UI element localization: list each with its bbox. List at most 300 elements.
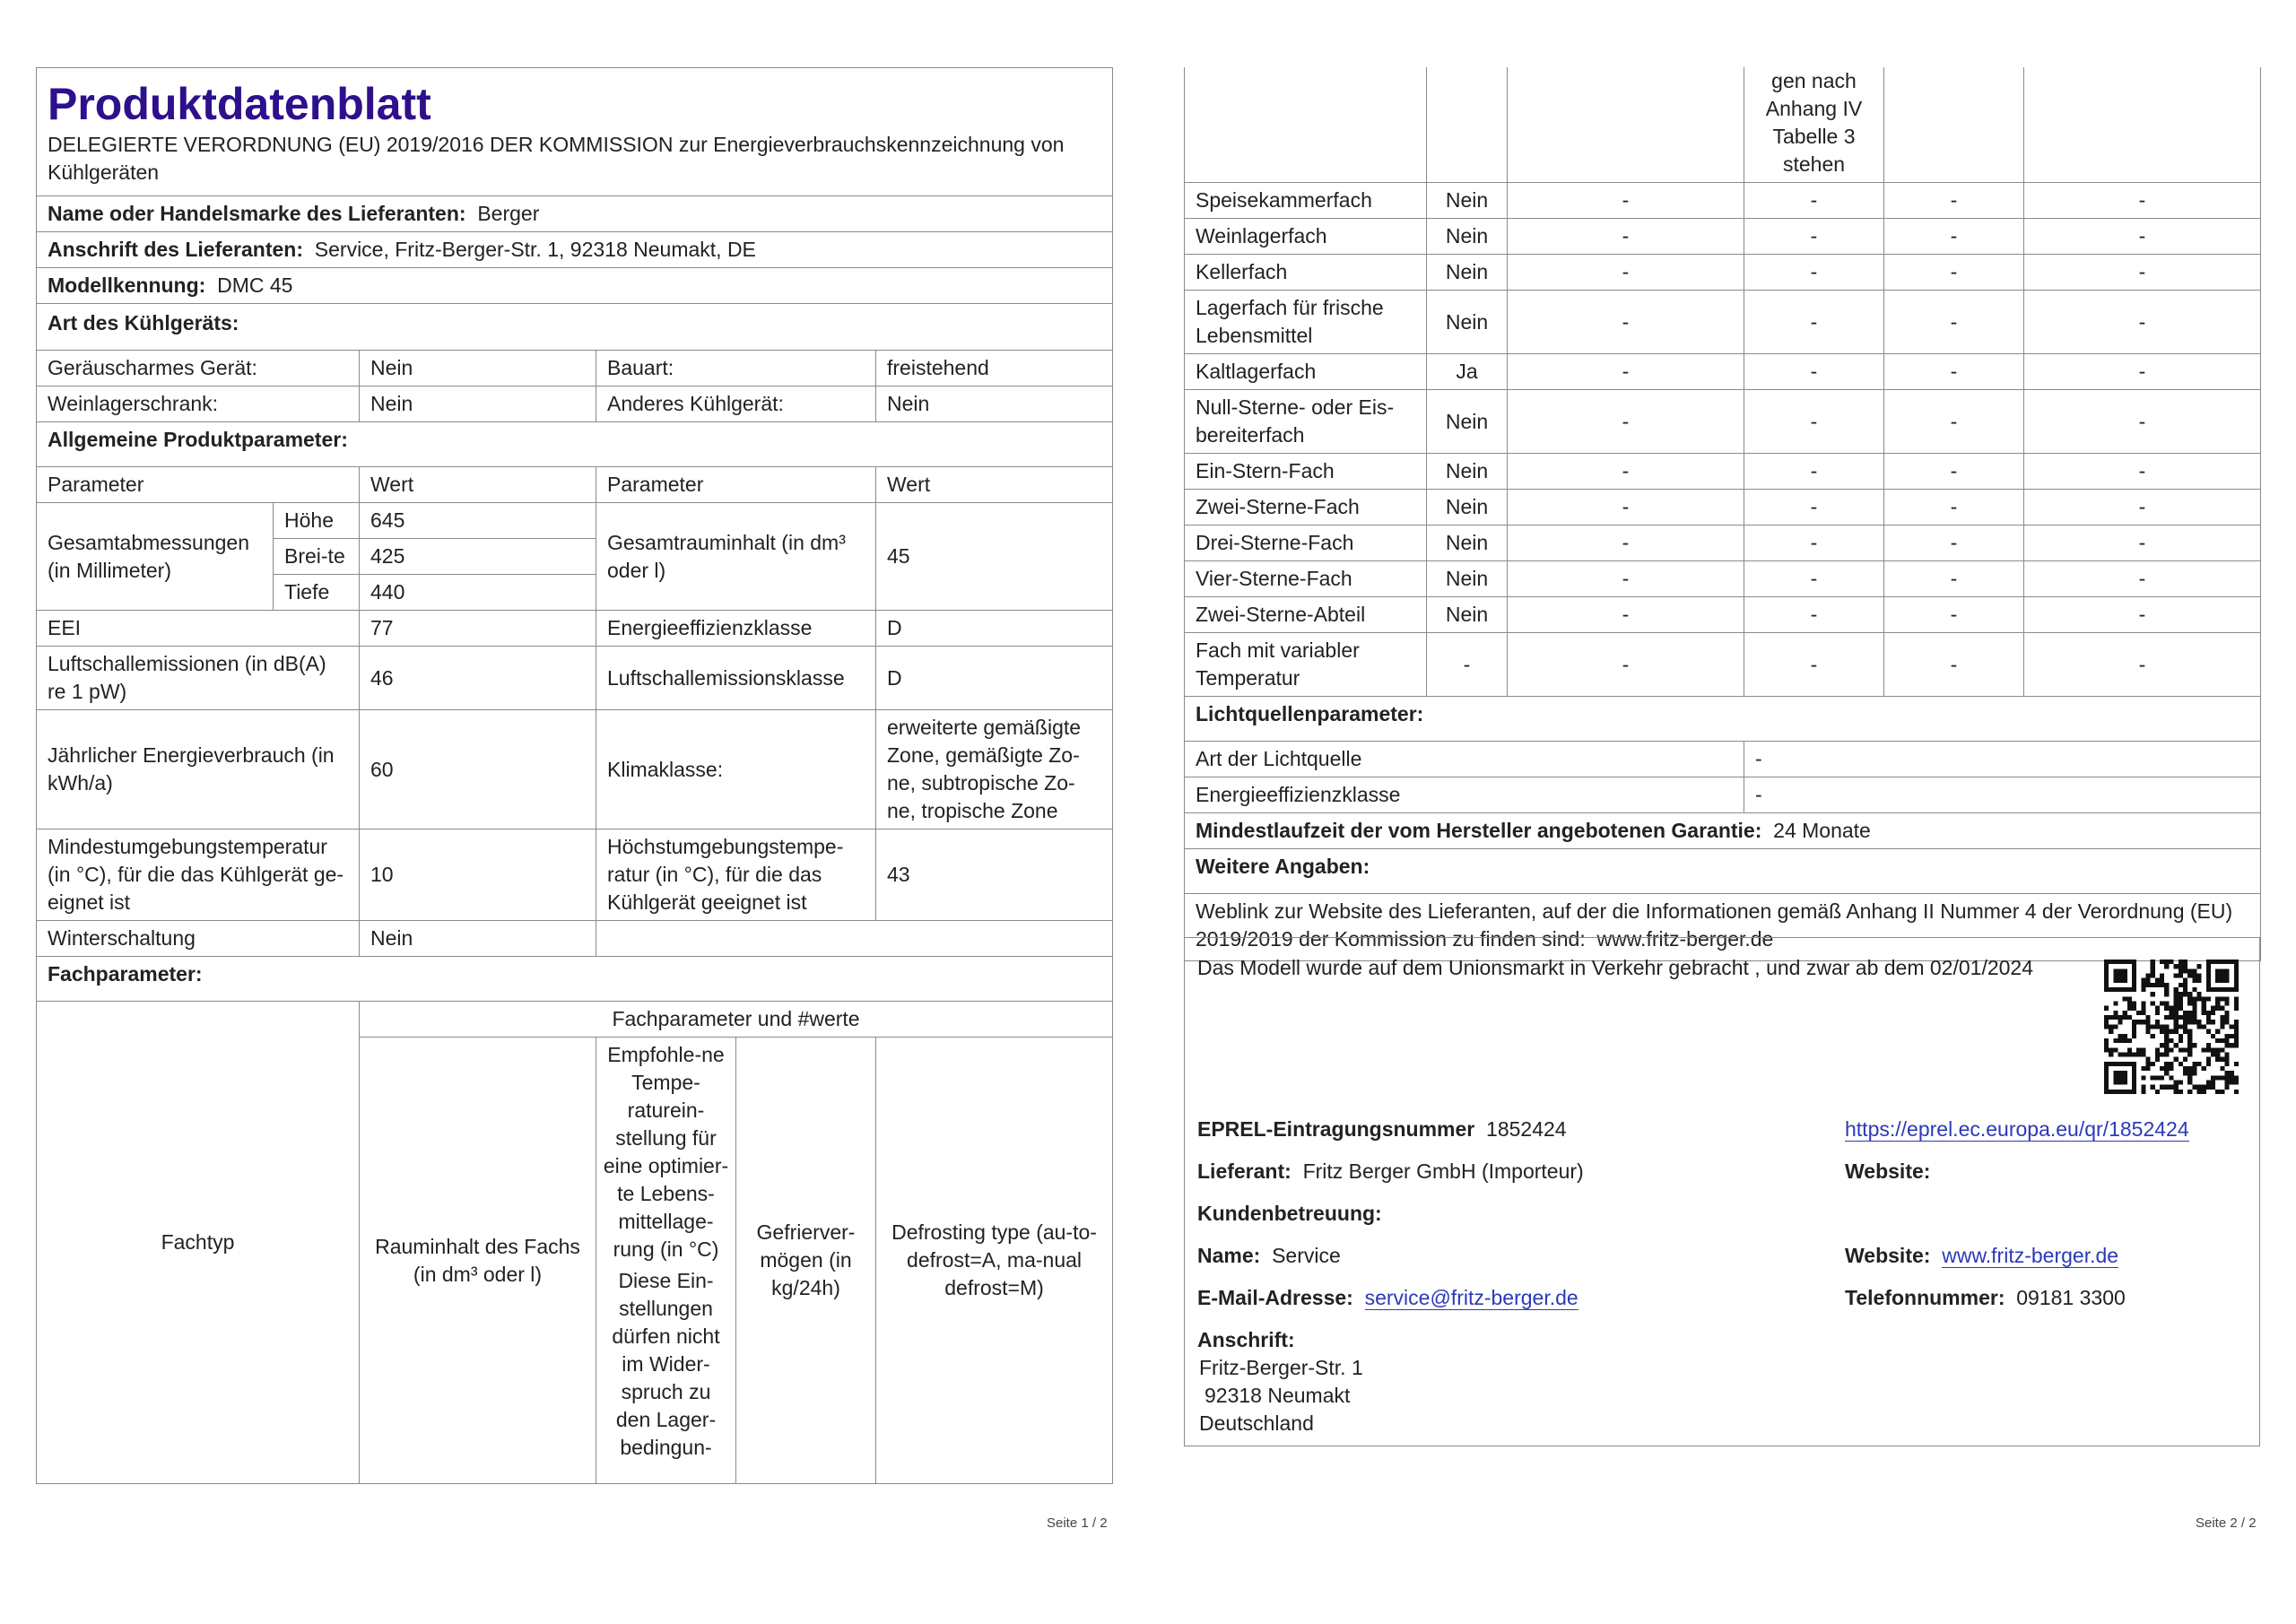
qr-module: [2127, 987, 2132, 992]
compartment-volume: -: [1508, 525, 1744, 561]
email-row: [1197, 1284, 1578, 1312]
qr-module: [2206, 1057, 2211, 1062]
compartment-defrost: -: [2024, 291, 2261, 354]
qr-module: [2118, 1020, 2123, 1024]
compartment-freeze: -: [1884, 525, 2024, 561]
qr-module: [2215, 996, 2220, 1001]
compartment-freeze: -: [1884, 255, 2024, 291]
qr-module: [2224, 1015, 2229, 1020]
compartment-temp: -: [1744, 525, 1884, 561]
qr-module: [2183, 1020, 2187, 1024]
compartment-freeze: -: [1884, 633, 2024, 697]
qr-module: [2127, 1006, 2132, 1011]
qr-module: [2104, 1038, 2109, 1043]
qr-module: [2179, 968, 2183, 973]
fach-col-volume: Rauminhalt des Fachs (in dm³ oder l): [360, 1038, 596, 1484]
qr-module: [2113, 1002, 2118, 1006]
qr-module: [2146, 974, 2151, 978]
fach-col-temp-text: Empfohle-ne Tempe-raturein-stellung für eine optimier-te Lebens-mittellage-rung (in °C): [603, 1043, 729, 1261]
dim-label: Höhe: [274, 503, 360, 539]
compartment-defrost: -: [2024, 561, 2261, 597]
compartment-defrost: -: [2024, 597, 2261, 633]
compartment-volume: -: [1508, 490, 1744, 525]
qr-module: [2234, 1034, 2239, 1038]
eprel-value: 1852424: [1486, 1117, 1567, 1141]
qr-module: [2196, 978, 2201, 983]
qr-module: [2155, 1020, 2160, 1024]
qr-module: [2146, 978, 2151, 983]
qr-module: [2132, 1034, 2136, 1038]
supplier-value: Fritz Berger GmbH (Importeur): [1302, 1159, 1584, 1183]
qr-module: [2132, 1020, 2136, 1024]
phone-row: [1845, 1284, 2126, 1312]
qr-module: [2118, 1034, 2123, 1038]
qr-module: [2187, 1066, 2192, 1071]
param-value: D: [876, 647, 1113, 710]
qr-module: [2113, 1047, 2118, 1052]
light-type-label: Art der Lichtquelle: [1185, 742, 1744, 777]
qr-module: [2224, 1011, 2229, 1015]
compartment-volume: -: [1508, 633, 1744, 697]
compartment-defrost: -: [2024, 633, 2261, 697]
compartment-present: Nein: [1427, 597, 1508, 633]
param-value: 60: [360, 710, 596, 829]
qr-module: [2132, 1085, 2136, 1090]
qr-module: [2127, 996, 2132, 1001]
qr-module: [2215, 987, 2220, 992]
qr-module: [2224, 1062, 2229, 1066]
qr-module: [2183, 1024, 2187, 1029]
website2-row: [1845, 1242, 2118, 1270]
qr-module: [2183, 978, 2187, 983]
compartment-freeze: -: [1884, 390, 2024, 454]
website2-label: Website:: [1845, 1244, 1931, 1267]
qr-module: [2118, 974, 2123, 978]
type-value: freistehend: [876, 351, 1113, 386]
qr-module: [2211, 1047, 2215, 1052]
type-value: Nein: [876, 386, 1113, 422]
qr-module: [2234, 974, 2239, 978]
compartment-volume: -: [1508, 291, 1744, 354]
qr-module: [2174, 1043, 2179, 1047]
qr-module: [2164, 992, 2169, 996]
qr-module: [2146, 983, 2151, 987]
type-row: [37, 351, 1113, 386]
qr-module: [2169, 1062, 2173, 1066]
qr-module: [2215, 960, 2220, 964]
general-heading: Allgemeine Produktparameter:: [37, 422, 1113, 467]
qr-module: [2192, 1062, 2196, 1066]
qr-module: [2164, 1052, 2169, 1056]
compartment-present: Nein: [1427, 490, 1508, 525]
qr-module: [2141, 983, 2145, 987]
qr-module: [2179, 960, 2183, 964]
qr-module: [2123, 987, 2127, 992]
qr-module: [2179, 983, 2183, 987]
qr-module: [2211, 1080, 2215, 1084]
fach-col-type: Fachtyp: [37, 1002, 360, 1484]
qr-module: [2187, 1043, 2192, 1047]
qr-module: [2192, 1043, 2196, 1047]
qr-module: [2206, 974, 2211, 978]
qr-module: [2174, 964, 2179, 968]
supplier-address-value: Service, Fritz-Berger-Str. 1, 92318 Neumakt, DE: [314, 238, 756, 261]
continued-text: gen nach Anhang IV Tabelle 3 stehen: [1744, 67, 1884, 183]
qr-module: [2230, 1024, 2234, 1029]
fach-col-defrost: Defrosting type (au-to-defrost=A, ma-nual defrost=M): [876, 1038, 1113, 1484]
qr-module: [2196, 964, 2201, 968]
qr-module: [2160, 1002, 2164, 1006]
qr-module: [2192, 1002, 2196, 1006]
qr-module: [2174, 1002, 2179, 1006]
service-heading: Kundenbetreuung:: [1197, 1202, 1382, 1225]
qr-module: [2174, 1015, 2179, 1020]
col-header: Parameter: [596, 467, 876, 503]
qr-module: [2220, 1075, 2224, 1080]
qr-module: [2230, 1071, 2234, 1075]
qr-module: [2164, 1043, 2169, 1047]
qr-module: [2183, 983, 2187, 987]
type-label: Anderes Kühlgerät:: [596, 386, 876, 422]
qr-module: [2192, 1085, 2196, 1090]
qr-module: [2183, 968, 2187, 973]
qr-module: [2220, 1047, 2224, 1052]
qr-module: [2211, 1075, 2215, 1080]
qr-module: [2234, 1038, 2239, 1043]
qr-module: [2234, 968, 2239, 973]
qr-module: [2206, 1080, 2211, 1084]
qr-module: [2160, 1043, 2164, 1047]
qr-module: [2169, 1038, 2173, 1043]
qr-module: [2192, 1011, 2196, 1015]
qr-module: [2220, 974, 2224, 978]
qr-code-graphic: [2104, 960, 2239, 1094]
model-row: [37, 268, 1113, 304]
col-header: Parameter: [37, 467, 360, 503]
qr-module: [2206, 1062, 2211, 1066]
qr-module: [2187, 1015, 2192, 1020]
regulation-text: DELEGIERTE VERORDNUNG (EU) 2019/2016 DER KOMMISSION zur Energieverbrauchskennzeichnung von Kühlgeräten: [48, 133, 1065, 184]
qr-module: [2146, 1029, 2151, 1034]
qr-module: [2192, 996, 2196, 1001]
model-label: Modellkennung:: [48, 274, 206, 297]
qr-module: [2160, 1052, 2164, 1056]
qr-module: [2224, 1071, 2229, 1075]
qr-module: [2224, 1038, 2229, 1043]
warranty-label: Mindestlaufzeit der vom Hersteller angebotenen Garantie:: [1196, 819, 1762, 842]
compartment-temp: -: [1744, 354, 1884, 390]
qr-module: [2224, 1034, 2229, 1038]
compartment-temp: -: [1744, 390, 1884, 454]
qr-module: [2132, 1075, 2136, 1080]
qr-module: [2187, 968, 2192, 973]
compartment-defrost: -: [2024, 255, 2261, 291]
qr-module: [2192, 968, 2196, 973]
col-header: Wert: [360, 467, 596, 503]
dim-label: Tiefe: [274, 575, 360, 611]
qr-module: [2109, 987, 2113, 992]
compartment-type: Null-Sterne- oder Eis-bereiterfach: [1185, 390, 1427, 454]
qr-module: [2141, 1020, 2145, 1024]
qr-module: [2234, 1029, 2239, 1034]
qr-module: [2174, 974, 2179, 978]
compartment-type: Weinlagerfach: [1185, 219, 1427, 255]
qr-module: [2192, 978, 2196, 983]
dim-label: Brei-te: [274, 539, 360, 575]
qr-module: [2224, 1057, 2229, 1062]
compartment-present: Nein: [1427, 291, 1508, 354]
qr-module: [2104, 987, 2109, 992]
qr-module: [2104, 1020, 2109, 1024]
qr-module: [2146, 1066, 2151, 1071]
empty-cell: [1185, 67, 1427, 183]
fach-col-temp: [596, 1038, 736, 1484]
qr-module: [2220, 978, 2224, 983]
qr-module: [2132, 960, 2136, 964]
qr-module: [2127, 1015, 2132, 1020]
compartment-defrost: -: [2024, 490, 2261, 525]
qr-module: [2127, 1047, 2132, 1052]
compartment-freeze: -: [1884, 454, 2024, 490]
qr-module: [2183, 964, 2187, 968]
qr-module: [2109, 1047, 2113, 1052]
compartment-defrost: -: [2024, 354, 2261, 390]
qr-module: [2109, 1024, 2113, 1029]
qr-module: [2179, 1062, 2183, 1066]
qr-module: [2123, 968, 2127, 973]
compartment-defrost: -: [2024, 219, 2261, 255]
qr-module: [2169, 1015, 2173, 1020]
qr-module: [2206, 1015, 2211, 1020]
qr-module: [2206, 1020, 2211, 1024]
qr-module: [2179, 1002, 2183, 1006]
qr-module: [2160, 983, 2164, 987]
param-value: 77: [360, 611, 596, 647]
qr-module: [2224, 987, 2229, 992]
qr-module: [2179, 1034, 2183, 1038]
qr-module: [2118, 960, 2123, 964]
qr-module: [2123, 1034, 2127, 1038]
eprel-link[interactable]: https://eprel.ec.europa.eu/qr/1852424: [1845, 1117, 2189, 1141]
qr-module: [2187, 1029, 2192, 1034]
compartment-freeze: -: [1884, 219, 2024, 255]
compartment-volume: -: [1508, 454, 1744, 490]
qr-module: [2160, 1029, 2164, 1034]
fach-col-freeze: Gefrierver-mögen (in kg/24h): [736, 1038, 876, 1484]
compartment-table: [1184, 67, 2261, 961]
qr-module: [2164, 987, 2169, 992]
name-label: Name:: [1197, 1244, 1261, 1267]
page-2: [1184, 67, 2260, 961]
compartment-type: Speisekammerfach: [1185, 183, 1427, 219]
qr-module: [2132, 987, 2136, 992]
name-value: Service: [1272, 1244, 1341, 1267]
model-value: DMC 45: [217, 274, 293, 297]
compartment-freeze: -: [1884, 354, 2024, 390]
qr-module: [2136, 1052, 2141, 1056]
qr-module: [2206, 1047, 2211, 1052]
qr-module: [2224, 978, 2229, 983]
qr-module: [2104, 1066, 2109, 1071]
qr-module: [2123, 960, 2127, 964]
compartment-present: Nein: [1427, 525, 1508, 561]
qr-code-icon[interactable]: [2104, 960, 2239, 1094]
qr-module: [2104, 1085, 2109, 1090]
qr-module: [2187, 1071, 2192, 1075]
qr-module: [2234, 1043, 2239, 1047]
empty-cell: [596, 921, 1113, 957]
qr-module: [2151, 968, 2155, 973]
qr-module: [2234, 1075, 2239, 1080]
compartment-type: Kaltlagerfach: [1185, 354, 1427, 390]
eprel-link-row: [1845, 1116, 2189, 1143]
qr-module: [2169, 960, 2173, 964]
qr-module: [2192, 1006, 2196, 1011]
compartment-freeze: -: [1884, 490, 2024, 525]
qr-module: [2141, 1085, 2145, 1090]
qr-module: [2164, 1006, 2169, 1011]
qr-module: [2132, 1080, 2136, 1084]
param-label: Höchstumgebungstempe-ratur (in °C), für die das Kühlgerät geeignet ist: [596, 829, 876, 921]
qr-module: [2179, 1080, 2183, 1084]
qr-module: [2113, 1071, 2118, 1075]
qr-module: [2206, 960, 2211, 964]
qr-module: [2206, 968, 2211, 973]
qr-module: [2141, 1011, 2145, 1015]
qr-module: [2164, 964, 2169, 968]
qr-module: [2146, 1015, 2151, 1020]
qr-module: [2164, 1034, 2169, 1038]
qr-module: [2174, 987, 2179, 992]
qr-module: [2211, 1034, 2215, 1038]
qr-module: [2202, 1024, 2206, 1029]
compartment-present: Ja: [1427, 354, 1508, 390]
qr-module: [2187, 1038, 2192, 1043]
compartment-volume: -: [1508, 390, 1744, 454]
param-label: Luftschallemissionen (in dB(A) re 1 pW): [37, 647, 360, 710]
qr-module: [2151, 964, 2155, 968]
qr-module: [2179, 992, 2183, 996]
qr-module: [2113, 968, 2118, 973]
qr-module: [2211, 1085, 2215, 1090]
qr-module: [2224, 1002, 2229, 1006]
light-row: [1185, 742, 2261, 777]
page-footer: Seite 2 / 2: [2196, 1515, 2257, 1531]
qr-module: [2118, 1090, 2123, 1094]
fach-heading: Fachparameter:: [37, 957, 1113, 1002]
qr-module: [2224, 1075, 2229, 1080]
qr-module: [2151, 1024, 2155, 1029]
param-value: 43: [876, 829, 1113, 921]
qr-module: [2160, 1085, 2164, 1090]
compartment-row: [1185, 354, 2261, 390]
qr-module: [2104, 978, 2109, 983]
supplier-address-label: Anschrift des Lieferanten:: [48, 238, 303, 261]
param-row: [37, 710, 1113, 829]
dimensions-label: Gesamtabmessungen (in Millimeter): [37, 503, 274, 611]
qr-module: [2196, 974, 2201, 978]
qr-module: [2234, 1002, 2239, 1006]
qr-module: [2151, 1034, 2155, 1038]
qr-module: [2206, 1029, 2211, 1034]
qr-module: [2169, 1075, 2173, 1080]
qr-module: [2169, 1006, 2173, 1011]
qr-module: [2183, 1066, 2187, 1071]
qr-module: [2146, 1062, 2151, 1066]
qr-module: [2132, 1062, 2136, 1066]
light-class-label: Energieeffizienzklasse: [1185, 777, 1744, 813]
qr-module: [2206, 978, 2211, 983]
qr-module: [2211, 1052, 2215, 1056]
compartment-volume: -: [1508, 597, 1744, 633]
compartment-row: [1185, 597, 2261, 633]
param-row: [37, 647, 1113, 710]
website-link[interactable]: www.fritz-berger.de: [1942, 1244, 2119, 1267]
qr-module: [2169, 1011, 2173, 1015]
qr-module: [2202, 1047, 2206, 1052]
qr-module: [2132, 983, 2136, 987]
page-1: [36, 67, 1112, 1484]
qr-module: [2141, 1090, 2145, 1094]
qr-module: [2220, 968, 2224, 973]
address-line: Deutschland: [1199, 1411, 1314, 1435]
qr-module: [2164, 1015, 2169, 1020]
compartment-present: Nein: [1427, 561, 1508, 597]
type-label: Bauart:: [596, 351, 876, 386]
qr-module: [2230, 1080, 2234, 1084]
dim-value: 425: [360, 539, 596, 575]
qr-module: [2104, 1047, 2109, 1052]
type-label: Geräuscharmes Gerät:: [37, 351, 360, 386]
eprel-info-box: [1184, 937, 2260, 1446]
more-heading: Weitere Angaben:: [1185, 849, 2261, 894]
empty-cell: [1508, 67, 1744, 183]
qr-module: [2169, 1066, 2173, 1071]
qr-module: [2155, 1057, 2160, 1062]
qr-module: [2151, 974, 2155, 978]
compartment-row: [1185, 561, 2261, 597]
qr-module: [2215, 1075, 2220, 1080]
qr-module: [2174, 1006, 2179, 1011]
page-footer: Seite 1 / 2: [1047, 1515, 1108, 1531]
qr-module: [2206, 996, 2211, 1001]
qr-module: [2220, 1038, 2224, 1043]
qr-module: [2179, 996, 2183, 1001]
empty-cell: [2024, 67, 2261, 183]
qr-module: [2230, 960, 2234, 964]
compartment-row: [1185, 454, 2261, 490]
param-value: D: [876, 611, 1113, 647]
qr-module: [2202, 1006, 2206, 1011]
qr-module: [2202, 1066, 2206, 1071]
param-label: EEI: [37, 611, 360, 647]
compartment-volume: -: [1508, 561, 1744, 597]
qr-module: [2104, 1090, 2109, 1094]
qr-module: [2179, 1006, 2183, 1011]
qr-module: [2211, 987, 2215, 992]
compartment-freeze: -: [1884, 291, 2024, 354]
email-link[interactable]: service@fritz-berger.de: [1364, 1286, 1578, 1309]
market-text: Das Modell wurde auf dem Unionsmarkt in Verkehr gebracht , und zwar ab dem 02/01/2024: [1197, 956, 2034, 979]
compartment-freeze: -: [1884, 597, 2024, 633]
qr-module: [2109, 1062, 2113, 1066]
qr-module: [2132, 1066, 2136, 1071]
qr-module: [2234, 996, 2239, 1001]
eprel-label: EPREL-Eintragungsnummer: [1197, 1117, 1475, 1141]
compartment-volume: -: [1508, 219, 1744, 255]
compartment-volume: -: [1508, 255, 1744, 291]
qr-module: [2123, 1071, 2127, 1075]
